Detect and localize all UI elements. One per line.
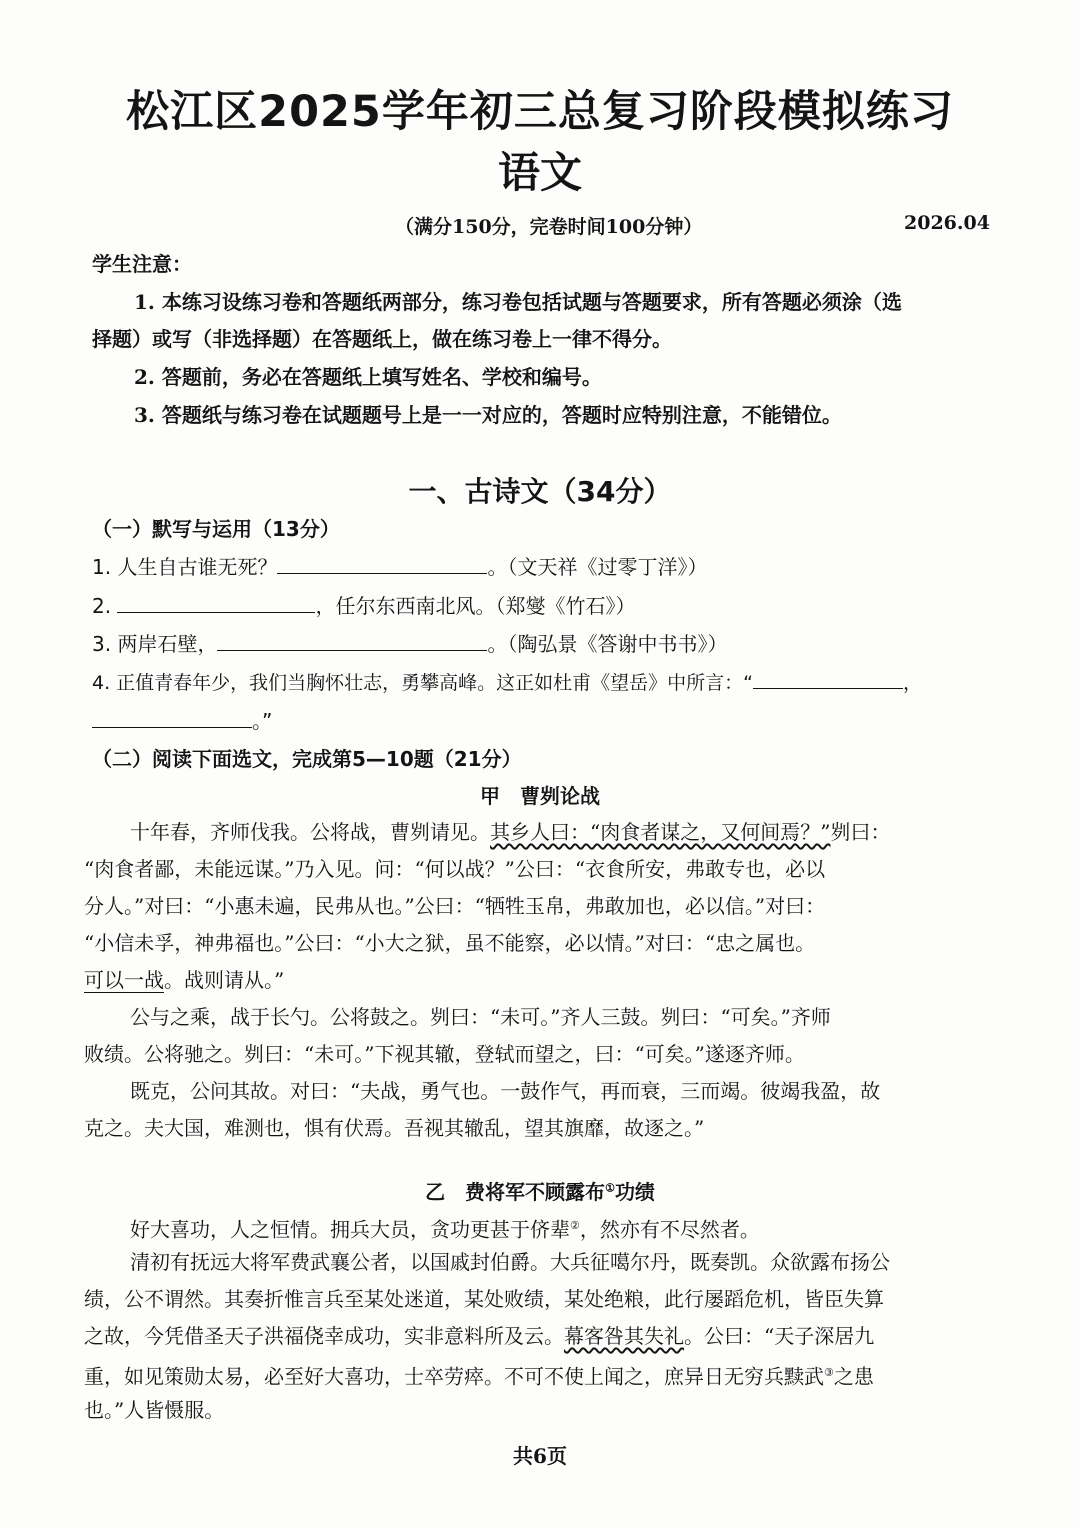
passage-a-text: 十年春，齐师伐我。公将战，曹刿请见。 (130, 820, 490, 844)
question-1-answer-blank[interactable] (277, 555, 487, 574)
passage-b-p2-line-4 (84, 1359, 874, 1391)
notice-item-1-line-1: 1. 本练习设练习卷和答题纸两部分，练习卷包括试题与答题要求，所有答题必须涂（选 (134, 290, 902, 314)
score-time-info: （满分150分，完卷时间100分钟） (395, 216, 703, 238)
question-4-continued (92, 707, 272, 735)
notice-item-1-line-2: 择题）或写（非选择题）在答题纸上，做在练习卷上一律不得分。 (92, 327, 672, 351)
question-3-suffix: 。（陶弘景《答谢中书书》） (487, 632, 728, 656)
passage-b-text: 重，如见策勋太易，必至好大喜功，士卒劳瘁。不可不使上闻之，庶异日无穷兵黩武 (84, 1364, 824, 1389)
passage-b-title-end: 功绩 (614, 1180, 655, 1204)
passage-b-p1 (130, 1212, 760, 1244)
passage-a-p1-line-3: 分人。”对曰：“小惠未遍，民弗从也。”公曰：“牺牲玉帛，弗敢加也，必以信。”对曰： (84, 894, 826, 918)
passage-b-text: 。公曰：“天子深居九 (684, 1324, 875, 1348)
question-3 (92, 630, 727, 658)
question-3-answer-blank[interactable] (217, 632, 487, 651)
question-1-suffix: 。（文天祥《过零丁洋》） (487, 555, 708, 579)
wavy-underlined-sentence: 幕客咎其失礼 (564, 1324, 684, 1348)
question-3-prefix: 3. 两岸石壁， (92, 632, 218, 656)
part-2-title: （二）阅读下面选文，完成第5—10题（21分） (92, 747, 522, 771)
exam-date: 2026.04 (904, 212, 990, 234)
passage-b-text: 好大喜功，人之恒情。拥兵大员，贪功更甚于侪辈 (130, 1217, 570, 1242)
exam-title: 松江区2025学年初三总复习阶段模拟练习 (126, 87, 954, 137)
passage-a-p2-line-2: 败绩。公将驰之。刿曰：“未可。”下视其辙，登轼而望之，曰：“可矣。”遂逐齐师。 (84, 1042, 805, 1066)
exam-subject: 语文 (497, 148, 582, 197)
passage-b-p2-line-2: 绩，公不谓然。其奏折惟言兵至某处迷道，某处败绩，某处绝粮，此行屡蹈危机，皆臣失算 (84, 1287, 884, 1311)
notice-item-3: 3. 答题纸与练习卷在试题题号上是一一对应的，答题时应特别注意，不能错位。 (134, 403, 842, 427)
notice-item-2: 2. 答题前，务必在答题纸上填写姓名、学校和编号。 (134, 365, 602, 389)
passage-b-text: 之患 (833, 1364, 874, 1389)
passage-a-p1-line-4: “小信未孚，神弗福也。”公曰：“小大之狱，虽不能察，必以情。”对曰：“忠之属也。 (84, 931, 816, 955)
footnote-marker-3: ③ (824, 1366, 834, 1379)
question-4 (92, 669, 922, 697)
question-4-answer-blank-2[interactable] (92, 709, 252, 728)
notice-heading: 学生注意： (92, 252, 192, 276)
passage-a-p3-line-1: 既克，公问其故。对曰：“夫战，勇气也。一鼓作气，再而衰，三而竭。彼竭我盈，故 (130, 1079, 881, 1103)
passage-a-text: 刿曰： (830, 820, 891, 844)
passage-a-p3-line-2: 克之。夫大国，难测也，惧有伏焉。吾视其辙乱，望其旗靡，故逐之。” (84, 1116, 705, 1140)
passage-b-p2-line-5: 也。”人皆慑服。 (84, 1398, 225, 1422)
question-2 (92, 592, 635, 620)
passage-b-p2-line-3 (84, 1322, 874, 1350)
footnote-marker-2: ② (570, 1219, 580, 1232)
passage-b-text: ，然亦有不尽然者。 (579, 1217, 760, 1242)
passage-a-text: 。战则请从。” (164, 968, 285, 992)
section-1-title: 一、古诗文（34分） (408, 475, 672, 508)
question-2-suffix: ，任尔东西南北风。（郑燮《竹石》） (315, 594, 636, 618)
underlined-phrase: 可以一战 (84, 968, 164, 992)
passage-a-p1-line-1 (130, 818, 890, 846)
page-count: 共6页 (513, 1444, 567, 1468)
question-4-text: 4. 正值青春年少，我们当胸怀壮志，勇攀高峰。这正如杜甫《望岳》中所言：“ (92, 672, 754, 694)
passage-a-title: 甲 曹刿论战 (480, 784, 600, 808)
question-2-prefix: 2. (92, 594, 112, 618)
passage-b-title-text: 乙 费将军不顾露布 (425, 1180, 606, 1204)
wavy-underlined-sentence: 其乡人曰：“肉食者谋之，又何间焉？” (490, 820, 831, 844)
question-4-comma: ， (903, 672, 923, 694)
passage-b-text: 之故，今凭借圣天子洪福侥幸成功，实非意料所及云。 (84, 1324, 564, 1348)
passage-b-p2-line-1: 清初有抚远大将军费武襄公者，以国戚封伯爵。大兵征噶尔丹，既奏凯。众欲露布扬公 (130, 1250, 890, 1274)
footnote-marker-1: ① (605, 1181, 615, 1195)
passage-a-p1-line-2: “肉食者鄙，未能远谋。”乃入见。问：“何以战？”公曰：“衣食所安，弗敢专也，必以 (84, 857, 826, 881)
part-1-title: （一）默写与运用（13分） (92, 517, 340, 541)
question-1 (92, 553, 707, 581)
passage-a-p1-line-5 (84, 966, 284, 994)
question-4-end: 。” (252, 709, 273, 733)
passage-b-title (0, 1176, 1080, 1205)
question-1-prefix: 1. 人生自古谁无死？ (92, 555, 278, 579)
question-4-answer-blank-1[interactable] (753, 670, 903, 689)
passage-a-p2-line-1: 公与之乘，战于长勺。公将鼓之。刿曰：“未可。”齐人三鼓。刿曰：“可矣。”齐师 (130, 1005, 831, 1029)
question-2-answer-blank[interactable] (117, 594, 315, 613)
